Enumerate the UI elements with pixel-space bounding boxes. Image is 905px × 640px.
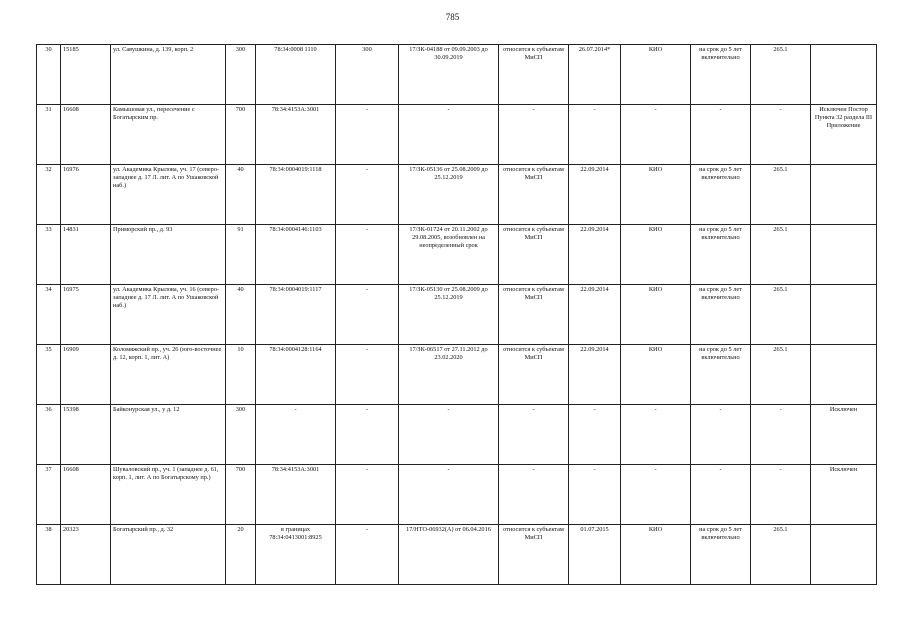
note-cell — [811, 165, 877, 225]
smb-status-cell: относится к субъектам МиСП — [499, 285, 569, 345]
cadastral-number-cell: в границах 78:34:0413001:8925 — [256, 525, 336, 585]
table-row — [37, 345, 877, 405]
object-id-cell: 16909 — [61, 345, 111, 405]
date-cell: - — [569, 465, 621, 525]
term-cell: - — [691, 105, 751, 165]
note-cell — [811, 345, 877, 405]
column-5-value-cell: - — [336, 345, 399, 405]
object-id-cell: 16608 — [61, 105, 111, 165]
area-cell: 10 — [226, 345, 256, 405]
smb-status-cell: - — [499, 405, 569, 465]
cadastral-number-cell: 78:34:0008 1110 — [256, 45, 336, 105]
row-number-cell: 33 — [37, 225, 61, 285]
contract-cell: 17/ЗК-05136 от 25.08.2009 до 25.12.2019 — [399, 165, 499, 225]
date-cell: 22.09.2014 — [569, 285, 621, 345]
term-cell: на срок до 5 лет включительно — [691, 165, 751, 225]
row-number-cell: 34 — [37, 285, 61, 345]
date-cell: - — [569, 105, 621, 165]
cadastral-number-cell: - — [256, 405, 336, 465]
organization-cell: - — [621, 105, 691, 165]
area-cell: 40 — [226, 165, 256, 225]
address-cell: ул. Академика Крылова, уч. 17 (северо-западнее д. 17 Л. лит. А по Ушаковской наб.) — [111, 165, 226, 225]
contract-cell: 17/ЗК-04188 от 09.09.2003 до 30.09.2019 — [399, 45, 499, 105]
date-cell: - — [569, 405, 621, 465]
address-cell: ул. Савушкина, д. 139, корп. 2 — [111, 45, 226, 105]
contract-cell: 17/ЗК-05130 от 25.08.2009 до 25.12.2019 — [399, 285, 499, 345]
object-id-cell: 15185 — [61, 45, 111, 105]
smb-status-cell: относится к субъектам МиСП — [499, 225, 569, 285]
date-cell: 01.07.2015 — [569, 525, 621, 585]
smb-status-cell: - — [499, 105, 569, 165]
row-number-cell: 35 — [37, 345, 61, 405]
cadastral-number-cell: 78:34:0004146:1103 — [256, 225, 336, 285]
row-number-cell: 32 — [37, 165, 61, 225]
object-id-cell: 16975 — [61, 285, 111, 345]
cadastral-number-cell: 78:34:0004019:1117 — [256, 285, 336, 345]
date-cell: 22.09.2014 — [569, 165, 621, 225]
law-reference-cell: 265.1 — [751, 525, 811, 585]
column-5-value-cell: - — [336, 405, 399, 465]
table-row — [37, 525, 877, 585]
note-cell — [811, 225, 877, 285]
table-row — [37, 405, 877, 465]
term-cell: на срок до 5 лет включительно — [691, 225, 751, 285]
object-id-cell: 15398 — [61, 405, 111, 465]
law-reference-cell: 265.1 — [751, 45, 811, 105]
note-cell: Исключен — [811, 465, 877, 525]
smb-status-cell: относится к субъектам МиСП — [499, 45, 569, 105]
note-cell — [811, 525, 877, 585]
note-cell: Исключен Постор Пункта 32 раздела III Приложение — [811, 105, 877, 165]
date-cell: 22.09.2014 — [569, 225, 621, 285]
address-cell: Приморский пр., д. 93 — [111, 225, 226, 285]
registry-table — [36, 44, 877, 585]
contract-cell: - — [399, 465, 499, 525]
term-cell: на срок до 5 лет включительно — [691, 345, 751, 405]
law-reference-cell: - — [751, 465, 811, 525]
smb-status-cell: относится к субъектам МиСП — [499, 165, 569, 225]
term-cell: - — [691, 465, 751, 525]
area-cell: 700 — [226, 465, 256, 525]
table-row — [37, 465, 877, 525]
table-row — [37, 45, 877, 105]
column-5-value-cell: - — [336, 525, 399, 585]
address-cell: Шуваловский пр., уч. 1 (западнее д. 61, корп. 1, лит. А по Богатырскому пр.) — [111, 465, 226, 525]
law-reference-cell: 265.1 — [751, 165, 811, 225]
cadastral-number-cell: 78:34:0004128:1164 — [256, 345, 336, 405]
contract-cell: 17/НТО-06932(А) от 06.04.2016 — [399, 525, 499, 585]
smb-status-cell: относится к субъектам МиСП — [499, 525, 569, 585]
row-number-cell: 38 — [37, 525, 61, 585]
area-cell: 300 — [226, 405, 256, 465]
column-5-value-cell: - — [336, 165, 399, 225]
cadastral-number-cell: 78:34:0004019:1118 — [256, 165, 336, 225]
note-cell — [811, 45, 877, 105]
organization-cell: КИО — [621, 165, 691, 225]
contract-cell: - — [399, 105, 499, 165]
address-cell: ул. Академика Крылова, уч. 16 (северо-западнее д. 17 Л. лит. А по Ушаковской наб.) — [111, 285, 226, 345]
area-cell: 20 — [226, 525, 256, 585]
date-cell: 26.07.2014* — [569, 45, 621, 105]
column-5-value-cell: - — [336, 285, 399, 345]
term-cell: на срок до 5 лет включительно — [691, 525, 751, 585]
organization-cell: КИО — [621, 285, 691, 345]
note-cell: Исключен — [811, 405, 877, 465]
organization-cell: КИО — [621, 45, 691, 105]
address-cell: Коломяжский пр., уч. 26 (юго-восточнее д. 12, корп. 1, лит. А) — [111, 345, 226, 405]
column-5-value-cell: - — [336, 105, 399, 165]
term-cell: - — [691, 405, 751, 465]
organization-cell: - — [621, 405, 691, 465]
law-reference-cell: - — [751, 405, 811, 465]
row-number-cell: 31 — [37, 105, 61, 165]
table-row — [37, 285, 877, 345]
row-number-cell: 30 — [37, 45, 61, 105]
table-row — [37, 165, 877, 225]
row-number-cell: 37 — [37, 465, 61, 525]
row-number-cell: 36 — [37, 405, 61, 465]
table-row — [37, 105, 877, 165]
address-cell: Камышовая ул., пересечение с Богатырским пр. — [111, 105, 226, 165]
column-5-value-cell: - — [336, 465, 399, 525]
law-reference-cell: 265.1 — [751, 225, 811, 285]
page-number: 785 — [445, 12, 460, 22]
organization-cell: - — [621, 465, 691, 525]
organization-cell: КИО — [621, 525, 691, 585]
law-reference-cell: 265.1 — [751, 345, 811, 405]
date-cell: 22.09.2014 — [569, 345, 621, 405]
area-cell: 91 — [226, 225, 256, 285]
smb-status-cell: относится к субъектам МиСП — [499, 345, 569, 405]
organization-cell: КИО — [621, 345, 691, 405]
object-id-cell: 16976 — [61, 165, 111, 225]
object-id-cell: 14831 — [61, 225, 111, 285]
note-cell — [811, 285, 877, 345]
cadastral-number-cell: 78:34:4153А:3001 — [256, 465, 336, 525]
column-5-value-cell: - — [336, 225, 399, 285]
address-cell: Байконурская ул., у д. 12 — [111, 405, 226, 465]
area-cell: 700 — [226, 105, 256, 165]
term-cell: на срок до 5 лет включительно — [691, 45, 751, 105]
address-cell: Богатырский пр., д. 32 — [111, 525, 226, 585]
contract-cell: 17/ЗК-01724 от 20.11.2002 до 29.08.2005, возобновлен на неопределенный срок — [399, 225, 499, 285]
cadastral-number-cell: 78:34:4153А:3001 — [256, 105, 336, 165]
contract-cell: 17/ЗК-06517 от 27.11.2012 до 23.02.2020 — [399, 345, 499, 405]
object-id-cell: 16608 — [61, 465, 111, 525]
law-reference-cell: - — [751, 105, 811, 165]
area-cell: 300 — [226, 45, 256, 105]
smb-status-cell: - — [499, 465, 569, 525]
area-cell: 40 — [226, 285, 256, 345]
table-row — [37, 225, 877, 285]
organization-cell: КИО — [621, 225, 691, 285]
law-reference-cell: 265.1 — [751, 285, 811, 345]
contract-cell: - — [399, 405, 499, 465]
object-id-cell: 20323 — [61, 525, 111, 585]
term-cell: на срок до 5 лет включительно — [691, 285, 751, 345]
column-5-value-cell: 300 — [336, 45, 399, 105]
